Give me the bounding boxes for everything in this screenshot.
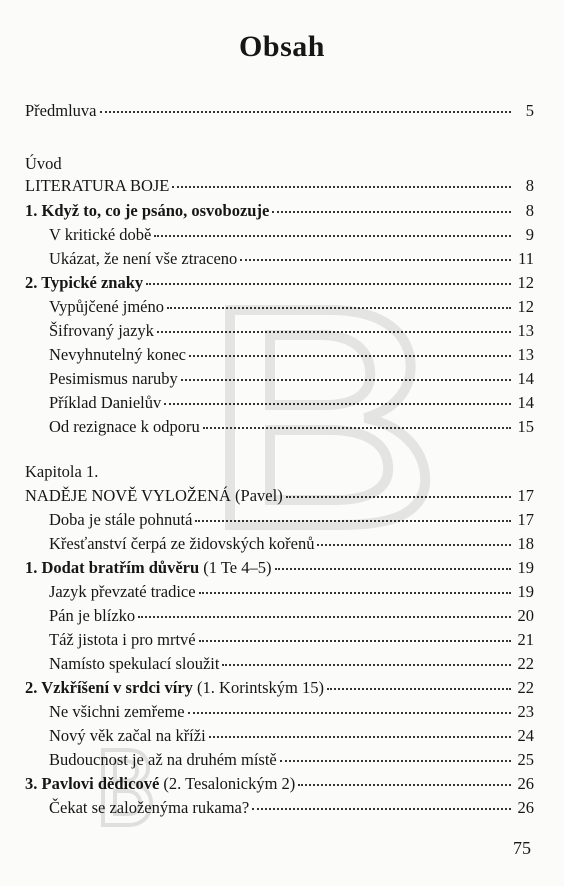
toc-entry-kriticke-dobe[interactable] [49, 224, 534, 246]
toc-entry-page: 13 [517, 345, 534, 364]
toc-entry-novy-vek[interactable] [49, 725, 534, 747]
dot-leader [209, 735, 511, 738]
toc-entry-label: Šifrovaný jazyk [49, 321, 154, 340]
toc-entry-pesimismus-naruby[interactable] [49, 368, 534, 390]
toc-entry-page: 14 [517, 393, 534, 412]
toc-entry-label: Ukázat, že není vše ztraceno [49, 249, 238, 268]
toc-entry-vypujcene-jmeno[interactable] [49, 296, 534, 318]
toc-entry-od-rezignace[interactable] [49, 416, 534, 438]
toc-entry-label: Předmluva [25, 101, 97, 120]
toc-entry-page: 5 [525, 101, 534, 120]
toc-entry-budoucnost[interactable] [49, 749, 534, 771]
toc-entry-label: Ne všichni zemřeme [49, 702, 185, 721]
toc-entry-page: 12 [517, 273, 534, 292]
toc-entry-page: 11 [518, 249, 534, 268]
toc-entry-sifrovany-jazyk[interactable] [49, 320, 534, 342]
toc-entry-page: 20 [517, 606, 534, 625]
toc-entry-pavlovi-dedicove[interactable] [25, 773, 534, 795]
toc-entry-label: Nový věk začal na kříži [49, 726, 206, 745]
toc-entry-label: Nevyhnutelný konec [49, 345, 187, 364]
dot-leader [317, 543, 511, 546]
toc-entry-page: 8 [525, 201, 534, 220]
dot-leader [327, 687, 511, 690]
toc-entry-page: 19 [517, 582, 534, 601]
dot-leader [100, 110, 512, 113]
dot-leader [138, 615, 511, 618]
toc-entry-label: V kritické době [49, 225, 152, 244]
dot-leader [154, 234, 511, 237]
toc-entry-label: Budoucnost je až na druhém místě [49, 750, 277, 769]
page-number: 75 [513, 838, 531, 858]
toc-entry-krestanstvi[interactable] [49, 533, 534, 555]
toc-entry-taz-jistota[interactable] [49, 629, 534, 651]
toc-entry-label: Pesimismus naruby [49, 369, 178, 388]
dot-leader [222, 663, 511, 666]
toc-entry-page: 9 [525, 225, 534, 244]
toc-entry-page: 17 [517, 510, 534, 529]
dot-leader [298, 783, 511, 786]
toc-entry-label: NADĚJE NOVĚ VYLOŽENÁ (Pavel) [25, 486, 283, 505]
toc-entry-page: 8 [525, 176, 534, 195]
dot-leader [167, 306, 511, 309]
dot-leader [189, 354, 511, 357]
toc-entry-literatura-boje[interactable] [25, 175, 534, 197]
toc-entry-page: 22 [517, 654, 534, 673]
toc-entry-priklad-danieluv[interactable] [49, 392, 534, 414]
dot-leader [252, 807, 511, 810]
toc-entry-page: 26 [517, 774, 534, 793]
toc-entry-label: 2. Typické znaky [25, 273, 144, 292]
toc-entry-page: 26 [517, 798, 534, 817]
dot-leader [286, 495, 511, 498]
toc-entry-page: 21 [517, 630, 534, 649]
toc-entry-page: 17 [517, 486, 534, 505]
toc-entry-label: Pán je blízko [49, 606, 136, 625]
dot-leader [157, 330, 511, 333]
toc-entry-cekat[interactable] [49, 797, 534, 819]
toc-entry-dodat-bratrim[interactable] [25, 557, 534, 579]
toc-entry-label: 3. Pavlovi dědicové (2. Tesalonickým 2) [25, 774, 296, 793]
toc-entry-page: 25 [517, 750, 534, 769]
toc-entry-page: 24 [517, 726, 534, 745]
dot-leader [164, 402, 511, 405]
toc-entry-doba-pohnuta[interactable] [49, 509, 534, 531]
toc-entry-label: Vypůjčené jméno [49, 297, 165, 316]
dot-leader [172, 185, 511, 188]
dot-leader [199, 591, 511, 594]
toc-entry-page: 19 [517, 558, 534, 577]
toc-entry-page: 15 [517, 417, 534, 436]
toc-entry-ne-vsichni[interactable] [49, 701, 534, 723]
toc-entry-nevyhnutelny-konec[interactable] [49, 344, 534, 366]
toc-entry-typicke-znaky[interactable] [25, 272, 534, 294]
toc-entry-label: Od rezignace k odporu [49, 417, 200, 436]
toc-section-kapitola-1: Kapitola 1. [25, 462, 99, 481]
dot-leader [195, 519, 511, 522]
dot-leader [272, 210, 511, 213]
dot-leader [181, 378, 511, 381]
toc-entry-predmluva[interactable] [25, 100, 534, 122]
dot-leader [188, 711, 511, 714]
toc-entry-page: 14 [517, 369, 534, 388]
toc-entry-page: 13 [517, 321, 534, 340]
toc-entry-label: LITERATURA BOJE [25, 176, 170, 195]
toc-entry-label: Táž jistota i pro mrtvé [49, 630, 196, 649]
toc-entry-page: 22 [517, 678, 534, 697]
toc-entry-page: 12 [517, 297, 534, 316]
toc-entry-jazyk-tradice[interactable] [49, 581, 534, 603]
toc-entry-label: Křesťanství čerpá ze židovských kořenů [49, 534, 315, 553]
toc-section-uvod: Úvod [25, 154, 62, 173]
toc-entry-ukazat[interactable] [49, 248, 534, 270]
toc-entry-pan-blizko[interactable] [49, 605, 534, 627]
toc-entry-kdyz-to[interactable] [25, 200, 534, 222]
toc-entry-label: 2. Vzkříšení v srdci víry (1. Korintským 15) [25, 678, 324, 697]
dot-leader [240, 258, 511, 261]
dot-leader [275, 567, 512, 570]
toc-entry-label: 1. Když to, co je psáno, osvobozuje [25, 201, 270, 220]
dot-leader [146, 282, 511, 285]
toc-entry-label: 1. Dodat bratřím důvěru (1 Te 4–5) [25, 558, 272, 577]
dot-leader [280, 759, 511, 762]
toc-entry-page: 18 [517, 534, 534, 553]
toc-entry-page: 23 [517, 702, 534, 721]
toc-entry-namisto-spekulaci[interactable] [49, 653, 534, 675]
dot-leader [199, 639, 511, 642]
toc-entry-vzkriseni[interactable] [25, 677, 534, 699]
toc-entry-label: Čekat se založenýma rukama? [49, 798, 250, 817]
toc-entry-label: Doba je stále pohnutá [49, 510, 193, 529]
toc-entry-label: Příklad Danielův [49, 393, 162, 412]
toc-entry-label: Namísto spekulací sloužit [49, 654, 220, 673]
page-title: Obsah [239, 30, 325, 63]
toc-entry-nadeje[interactable] [25, 485, 534, 507]
dot-leader [203, 426, 511, 429]
toc-entry-label: Jazyk převzaté tradice [49, 582, 196, 601]
